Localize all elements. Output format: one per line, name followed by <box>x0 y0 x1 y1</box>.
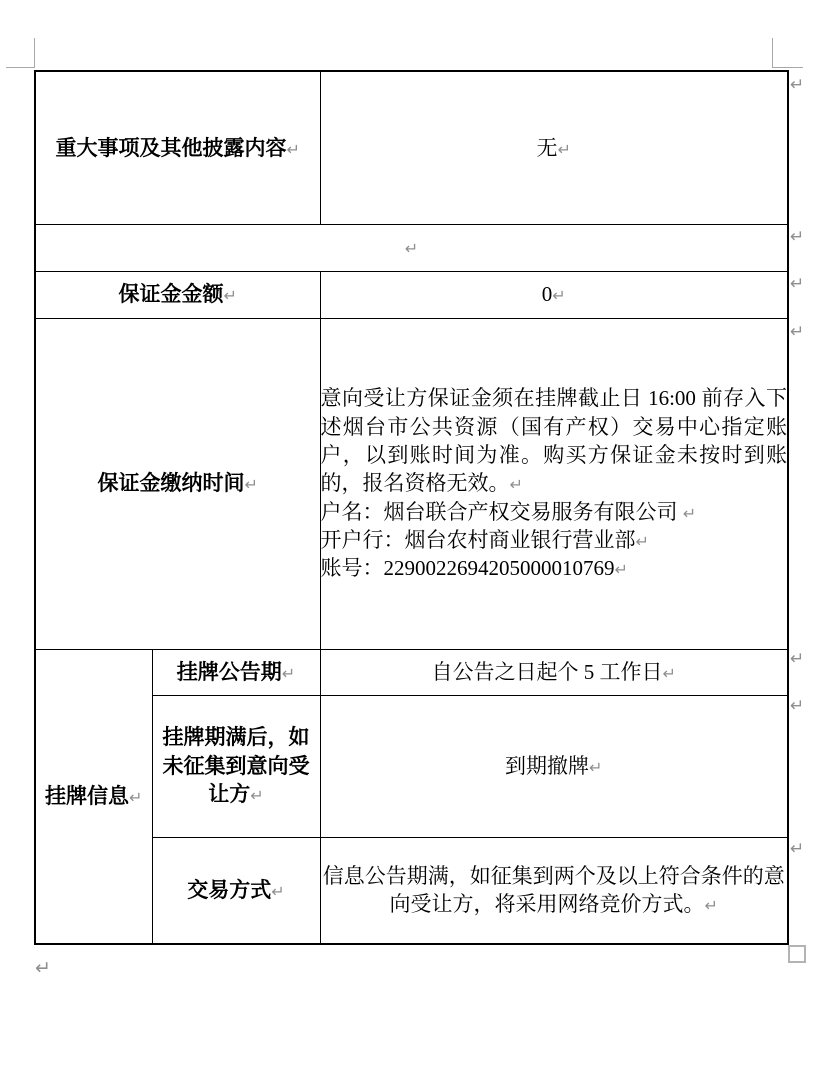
table-row <box>35 649 788 695</box>
end-of-row-mark: ↵ <box>790 274 805 294</box>
paragraph-mark: ↵ <box>704 896 718 916</box>
table-row <box>35 224 788 271</box>
table-row <box>35 71 788 224</box>
cell-expiry-handling-label[interactable] <box>152 695 320 837</box>
deposit-time-paragraph-2 <box>321 498 788 526</box>
cell-deposit-time-label[interactable] <box>35 318 320 649</box>
paragraph-mark: ↵ <box>589 757 603 777</box>
paragraph-mark: ↵ <box>244 475 258 495</box>
cell-announcement-period-label[interactable] <box>152 649 320 695</box>
paragraph-mark: ↵ <box>509 475 523 495</box>
deposit-time-paragraph-4 <box>321 554 788 582</box>
deposit-time-paragraph-3 <box>321 526 788 554</box>
end-of-row-mark: ↵ <box>790 75 805 95</box>
paragraph-mark: ↵ <box>557 139 571 159</box>
cell-trade-method-value[interactable] <box>320 837 788 944</box>
paragraph-mark: ↵ <box>35 957 51 979</box>
cell-major-disclosure-value[interactable] <box>320 71 788 224</box>
paragraph-mark: ↵ <box>286 139 300 159</box>
disclosure-table <box>34 70 789 945</box>
margin-crop-mark-top-left-vertical <box>34 38 35 68</box>
bank-branch-text: 开户行：烟台农村商业银行营业部 <box>320 528 636 553</box>
deposit-amount-value-text: 0 <box>541 282 553 307</box>
account-number-text: 账号：2290022694205000010769 <box>320 556 615 581</box>
paragraph-mark: ↵ <box>404 239 419 259</box>
margin-crop-mark-top-left-horizontal <box>6 67 34 68</box>
paragraph-mark: ↵ <box>614 560 628 580</box>
table-resize-handle[interactable] <box>788 945 806 963</box>
paragraph-mark: ↵ <box>635 532 649 552</box>
major-disclosure-value-text: 无 <box>536 135 558 160</box>
cell-expiry-handling-value[interactable] <box>320 695 788 837</box>
deposit-time-paragraph-1-text: 意向受让方保证金须在挂牌截止日 16:00 前存入下述烟台市公共资源（国有产权）交易中心指定账户，以到账时间为准。购买方保证金未按时到账的，报名资格无效。 <box>320 386 787 496</box>
paragraph-mark: ↵ <box>662 663 676 683</box>
table-row <box>35 318 788 649</box>
cell-listing-info-label[interactable] <box>35 649 152 944</box>
margin-crop-mark-top-right-horizontal <box>773 67 803 68</box>
end-of-row-mark: ↵ <box>790 227 805 247</box>
account-name-text: 户名：烟台联合产权交易服务有限公司 <box>320 499 683 524</box>
major-disclosure-label-text: 重大事项及其他披露内容 <box>55 135 287 160</box>
deposit-amount-label-text: 保证金金额 <box>118 282 224 307</box>
cell-deposit-amount-label[interactable] <box>35 271 320 318</box>
paragraph-mark: ↵ <box>281 663 296 683</box>
table-row <box>35 271 788 318</box>
end-of-row-mark: ↵ <box>790 696 805 716</box>
cell-trade-method-label[interactable] <box>152 837 320 944</box>
listing-info-label-text: 挂牌信息 <box>45 784 130 809</box>
cell-announcement-period-value[interactable] <box>320 649 788 695</box>
paragraph-mark: ↵ <box>271 882 285 902</box>
end-of-row-mark: ↵ <box>790 322 805 342</box>
deposit-time-label-text: 保证金缴纳时间 <box>97 471 245 496</box>
paragraph-mark: ↵ <box>682 503 697 523</box>
cell-deposit-time-value[interactable] <box>320 318 788 649</box>
cell-major-disclosure-label[interactable] <box>35 71 320 224</box>
cell-empty-row[interactable] <box>35 224 788 271</box>
end-of-row-mark: ↵ <box>790 839 805 859</box>
end-of-row-mark: ↵ <box>790 649 805 669</box>
margin-crop-mark-top-right-vertical <box>772 38 773 68</box>
announcement-period-label-text: 挂牌公告期 <box>176 659 282 684</box>
announcement-period-value-text: 自公告之日起个 5 工作日 <box>431 659 663 684</box>
deposit-time-paragraph-1 <box>321 384 788 497</box>
paragraph-mark: ↵ <box>250 786 264 806</box>
trade-method-value-text: 信息公告期满，如征集到两个及以上符合条件的意向受让方，将采用网络竞价方式。 <box>322 863 785 917</box>
paragraph-mark: ↵ <box>223 286 237 306</box>
paragraph-mark: ↵ <box>552 286 566 306</box>
paragraph-mark: ↵ <box>129 788 143 808</box>
expiry-handling-label-text: 挂牌期满后，如未征集到意向受让方 <box>162 725 310 807</box>
cell-deposit-amount-value[interactable] <box>320 271 788 318</box>
expiry-handling-value-text: 到期撤牌 <box>505 753 590 778</box>
trade-method-label-text: 交易方式 <box>187 878 272 903</box>
